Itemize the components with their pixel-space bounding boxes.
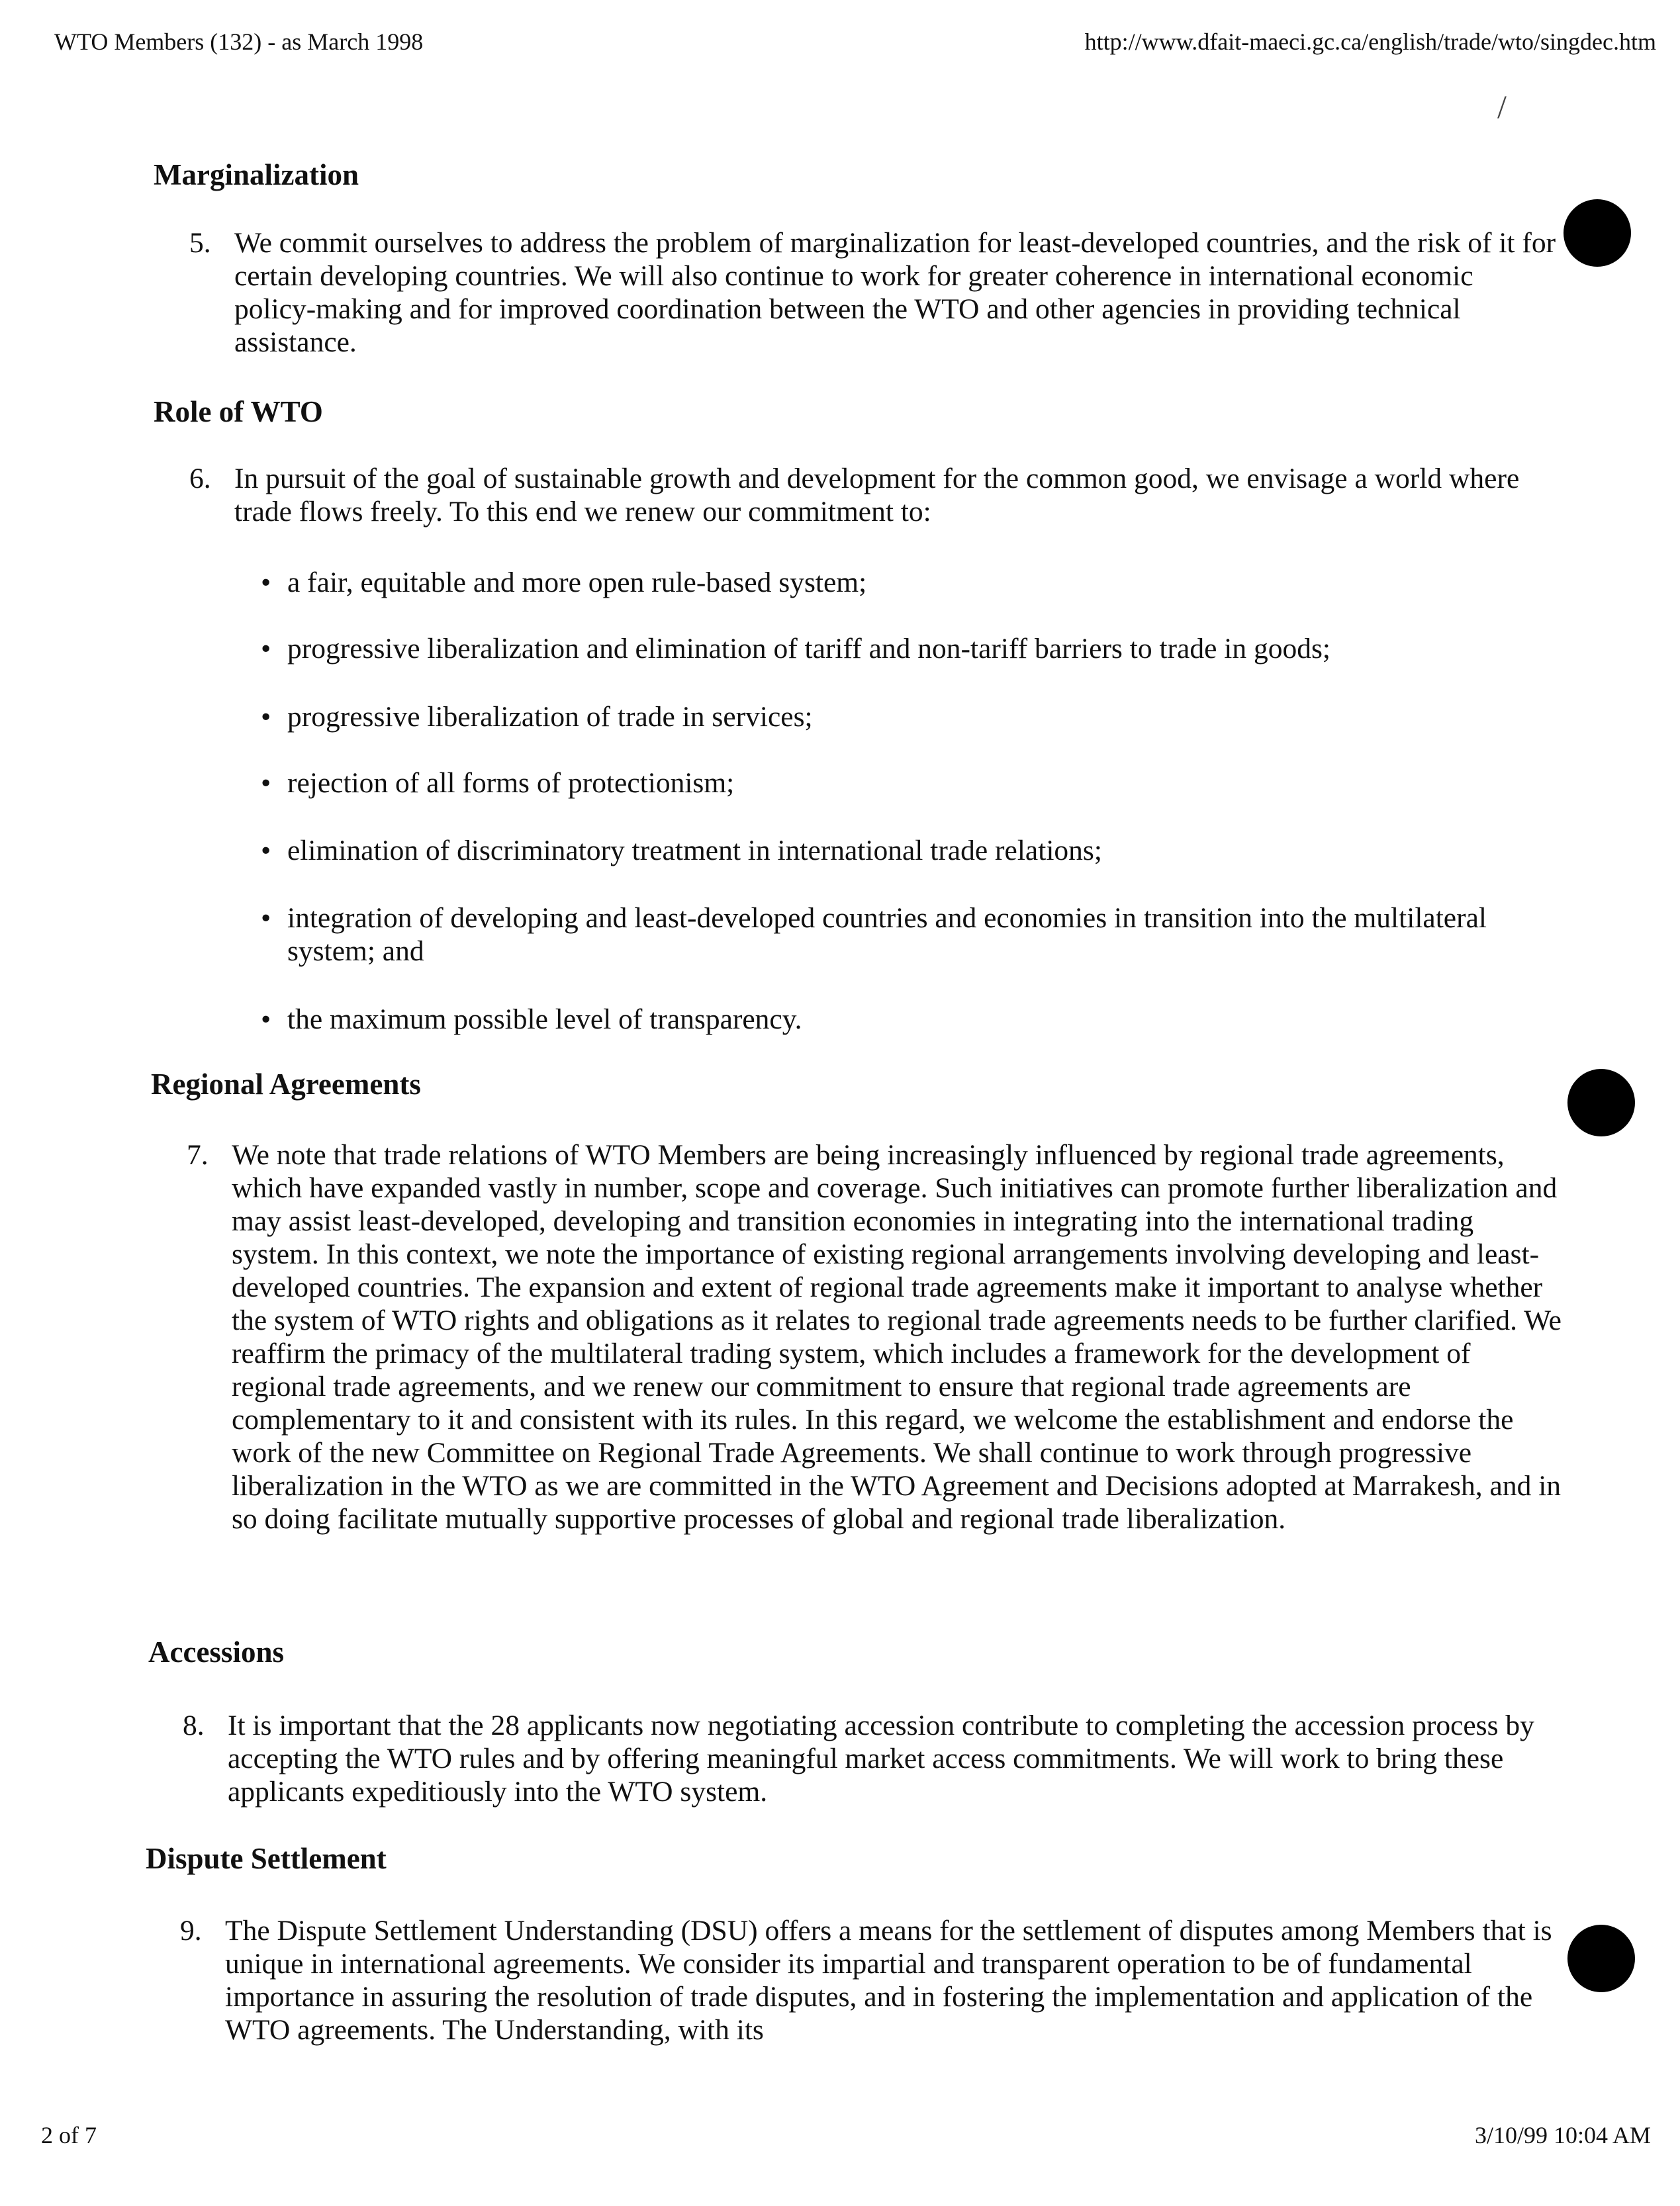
print-datetime: 3/10/99 10:04 AM [1474,2122,1651,2148]
pen-mark: / [1497,88,1507,125]
paragraph-number: 6. [189,463,211,494]
heading-accessions: Accessions [148,1635,284,1669]
paragraph-text: We commit ourselves to address the problem of marginalization for least-developed countries, and the risk of it for certain developing countries. We will also continue to work for greater coherence in international economic policy-making and for improved coordination between the WTO and other agencies in providing technical assistance. [234,227,1556,358]
bullet-dot: • [261,767,271,799]
punch-hole [1567,1925,1635,1992]
bullet-dot: • [261,835,271,866]
heading-dispute-settlement: Dispute Settlement [146,1842,387,1875]
bullet-dot: • [261,902,271,934]
bullet-item [261,766,1565,800]
bullet-text: progressive liberalization of trade in services; [287,701,813,733]
bullet-item [261,1003,1565,1036]
heading-role-of-wto: Role of WTO [154,395,323,428]
paragraph-5 [189,226,1562,359]
bullet-item [261,901,1562,968]
punch-hole [1563,199,1631,267]
paragraph-number: 5. [189,227,211,259]
bullet-text: rejection of all forms of protectionism; [287,767,735,799]
paragraph-8 [183,1709,1548,1808]
paragraph-9 [180,1914,1562,2046]
paragraph-number: 7. [187,1139,209,1171]
bullet-text: elimination of discriminatory treatment in international trade relations; [287,835,1102,866]
page-header-url: http://www.dfait-maeci.gc.ca/english/trade/wto/singdec.htm [1084,28,1656,55]
paragraph-text: It is important that the 28 applicants now negotiating accession contribute to completing the accession process by accepting the WTO rules and by offering meaningful market access commitments. We will work to bring these applicants expeditiously into the WTO system. [228,1710,1534,1808]
paragraph-number: 8. [183,1710,205,1741]
paragraph-text: The Dispute Settlement Understanding (DSU) offers a means for the settlement of disputes among Members that is unique in international agreements. We consider its impartial and transparent operation to be of fundamental importance in assuring the resolution of trade disputes, and in fostering the implementation and application of the WTO agreements. The Understanding, with its [225,1915,1552,2046]
bullet-item [261,566,1565,599]
page-number: 2 of 7 [41,2122,97,2148]
bullet-text: the maximum possible level of transparency. [287,1003,802,1035]
punch-hole [1567,1069,1635,1136]
bullet-text: a fair, equitable and more open rule-based system; [287,567,867,598]
bullet-dot: • [261,633,271,665]
paragraph-text: We note that trade relations of WTO Members are being increasingly influenced by regional trade agreements, which have expanded vastly in number, scope and coverage. Such initiatives can promote further liberalization and may assist least-developed, developing and transition economies in integrating into the international trading system. In this context, we note the importance of existing regional arrangements involving developing and least-developed countries. The expansion and extent of regional trade agreements make it important to analyse whether the system of WTO rights and obligations as it relates to regional trade agreements needs to be further clarified. We reaffirm the primacy of the multilateral trading system, which includes a framework for the development of regional trade agreements, and we renew our commitment to ensure that regional trade agreements are complementary to it and consistent with its rules. In this regard, we welcome the establishment and endorse the work of the new Committee on Regional Trade Agreements. We shall continue to work through progressive liberalization in the WTO as we are committed in the WTO Agreement and Decisions adopted at Marrakesh, and in so doing facilitate mutually supportive processes of global and regional trade liberalization. [232,1139,1562,1535]
heading-marginalization: Marginalization [154,158,359,191]
bullet-text: progressive liberalization and elimination of tariff and non-tariff barriers to trade in goods; [287,633,1330,665]
paragraph-number: 9. [180,1915,202,1947]
bullet-item [261,700,1565,733]
paragraph-6 [189,462,1565,528]
bullet-dot: • [261,1003,271,1035]
bullet-dot: • [261,701,271,733]
paragraph-7 [187,1138,1565,1536]
heading-regional-agreements: Regional Agreements [151,1068,421,1101]
page-header-title: WTO Members (132) - as March 1998 [54,28,424,55]
bullet-dot: • [261,567,271,598]
paragraph-text: In pursuit of the goal of sustainable growth and development for the common good, we envisage a world where trade flows freely. To this end we renew our commitment to: [234,463,1520,528]
bullet-item [261,834,1565,867]
bullet-item [261,632,1565,665]
bullet-text: integration of developing and least-developed countries and economies in transition into the multilateral system; and [287,902,1487,967]
